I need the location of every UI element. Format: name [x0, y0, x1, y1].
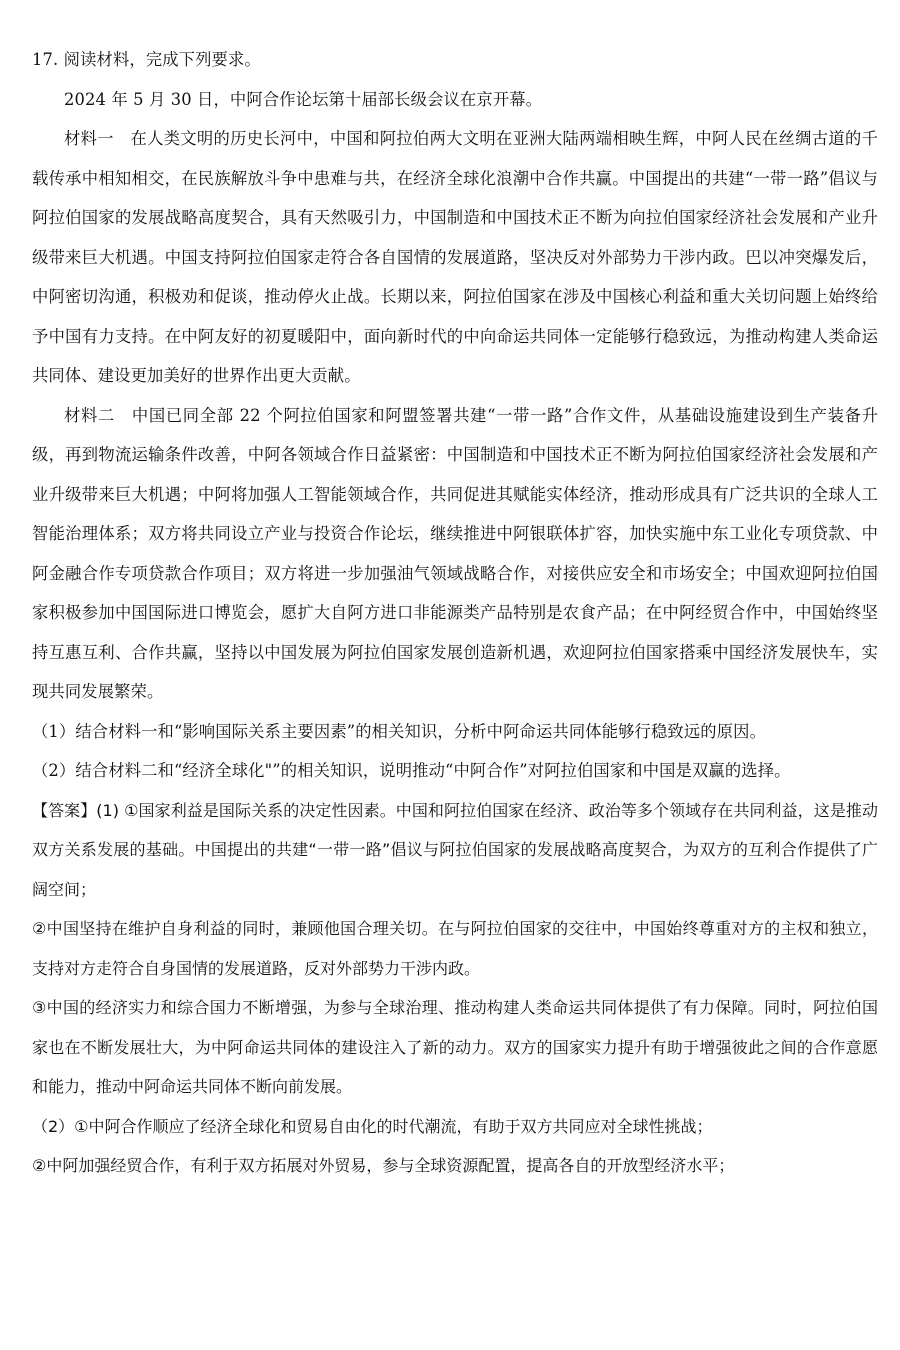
answer-1-point-3: ③中国的经济实力和综合国力不断增强，为参与全球治理、推动构建人类命运共同体提供了有力保障。同时，阿拉伯国家也在不断发展壮大，为中阿命运共同体的建设注入了新的动力。双方的国家实力提升有助于增强彼此之间的合作意愿和能力，推动中阿命运共同体不断向前发展。 [32, 998, 878, 1096]
material-one: 材料一 在人类文明的历史长河中，中国和阿拉伯两大文明在亚洲大陆两端相映生辉，中阿人民在丝绸古道的千载传承中相知相交，在民族解放斗争中患难与共，在经济全球化浪潮中合作共赢。中国提出的共建“一带一路”倡议与阿拉伯国家的发展战略高度契合，具有天然吸引力，中国制造和中国技术正不断为向拉伯国家经济社会发展和产业升级带来巨大机遇。中国支持阿拉伯国家走符合各自国情的发展道路，坚决反对外部势力干涉内政。巴以冲突爆发后，中阿密切沟通，积极劝和促谈，推动停火止战。长期以来，阿拉伯国家在涉及中国核心利益和重大关切问题上始终给予中国有力支持。在中阿友好的初夏暖阳中，面向新时代的中向命运共同体一定能够行稳致远，为推动构建人类命运共同体、建设更加美好的世界作出更大贡献。 [32, 129, 878, 385]
question-intro: 2024 年 5 月 30 日，中阿合作论坛第十届部长级会议在京开幕。 [64, 89, 543, 109]
exam-page [32, 40, 878, 1186]
answer-2-point-1: （2）①中阿合作顺应了经济全球化和贸易自由化的时代潮流，有助于双方共同应对全球性挑战； [32, 1116, 713, 1136]
answer-1-point-1: 【答案】(1) ①国家利益是国际关系的决定性因素。中国和阿拉伯国家在经济、政治等多个领域存在共同利益，这是推动双方关系发展的基础。中国提出的共建“一带一路”倡议与阿拉伯国家的发展战略高度契合，为双方的互利合作提供了广阔空间； [32, 800, 878, 899]
answer-2-point-2: ②中阿加强经贸合作，有利于双方拓展对外贸易，参与全球资源配置，提高各自的开放型经济水平； [32, 1156, 735, 1175]
sub-question-2: （2）结合材料二和“经济全球化"”的相关知识，说明推动“中阿合作”对阿拉伯国家和中国是双赢的选择。 [32, 761, 791, 780]
sub-question-1: （1）结合材料一和“影响国际关系主要因素”的相关知识，分析中阿命运共同体能够行稳致远的原因。 [32, 721, 767, 741]
question-heading: 17. 阅读材料，完成下列要求。 [32, 50, 261, 69]
answer-1-point-2: ②中国坚持在维护自身利益的同时，兼顾他国合理关切。在与阿拉伯国家的交往中，中国始终尊重对方的主权和独立，支持对方走符合自身国情的发展道路，反对外部势力干涉内政。 [32, 919, 878, 978]
material-two: 材料二 中国已同全部 22 个阿拉伯国家和阿盟签署共建“一带一路”合作文件，从基础设施建设到生产装备升级，再到物流运输条件改善，中阿各领域合作日益紧密：中国制造和中国技术正不断为阿拉伯国家经济社会发展和产业升级带来巨大机遇；中阿将加强人工智能领域合作，共同促进其赋能实体经济，推动形成具有广泛共识的全球人工智能治理体系；双方将共同设立产业与投资合作论坛，继续推进中阿银联体扩容，加快实施中东工业化专项贷款、中阿金融合作专项贷款合作项目；双方将进一步加强油气领域战略合作，对接供应安全和市场安全；中国欢迎阿拉伯国家积极参加中国国际进口博览会，愿扩大自阿方进口非能源类产品特别是农食产品；在中阿经贸合作中，中国始终坚持互惠互利、合作共赢，坚持以中国发展为阿拉伯国家发展创造新机遇，欢迎阿拉伯国家搭乘中国经济发展快车，实现共同发展繁荣。 [32, 405, 878, 701]
